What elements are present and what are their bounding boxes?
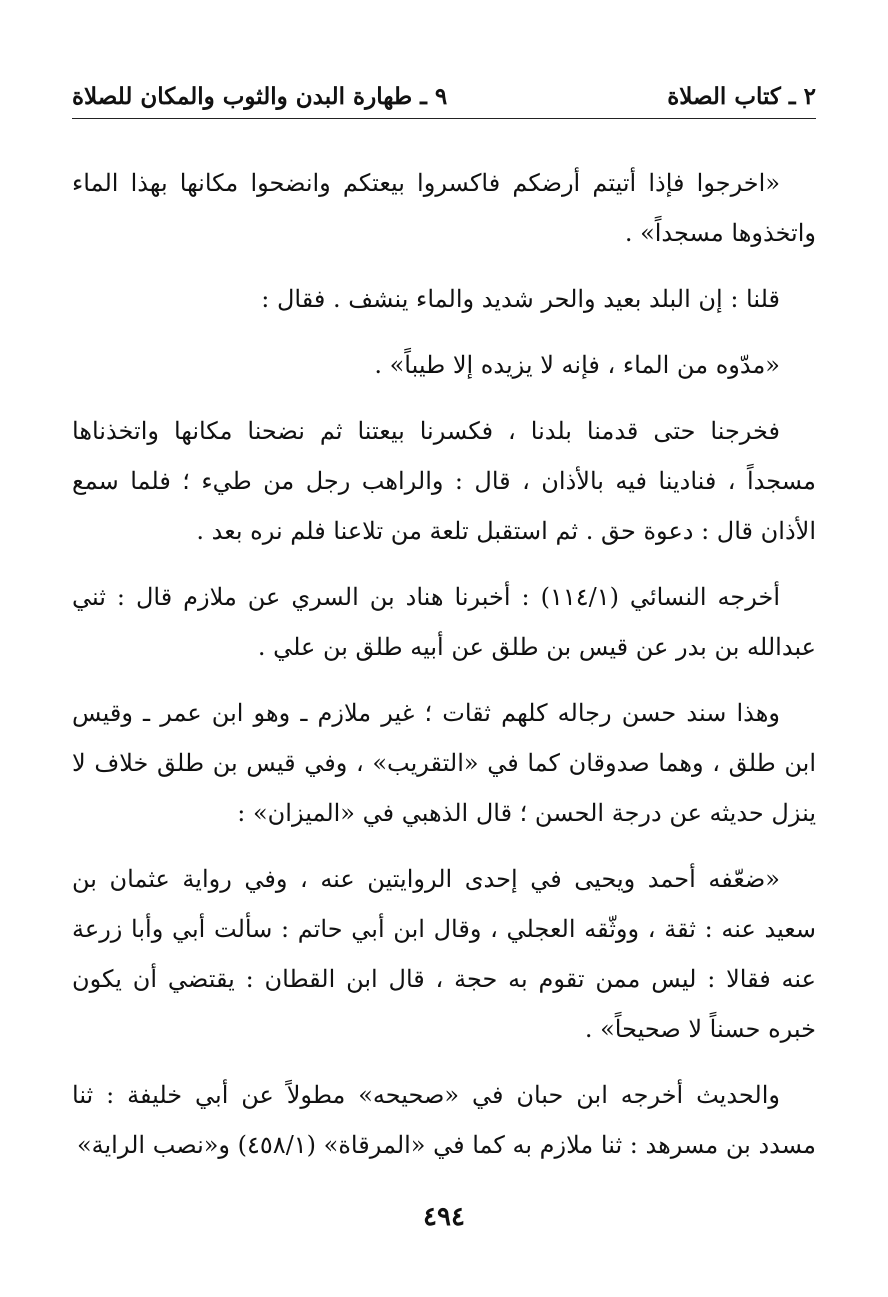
isnad-assessment-paragraph: وهذا سند حسن رجاله كلهم ثقات ؛ غير ملازم ـ وهو ابن عمر ـ وقيس ابن طلق ، وهما صدوقان كما في «التقريب» ، وفي قيس بن طلق خلاف لا ينزل حديثه عن درجة الحسن ؛ قال الذهبي في «الميزان» :: [72, 699, 816, 827]
section-title: ٩ ـ طهارة البدن والثوب والمكان للصلاة: [72, 82, 448, 110]
narration-paragraph: فخرجنا حتى قدمنا بلدنا ، فكسرنا بيعتنا ثم نضحنا مكانها واتخذناها مسجداً ، فنادينا فيه بالأذان ، قال : والراهب رجل من طيء ؛ فلما سمع الأذان قال : دعوة حق . ثم استقبل تلعة من تلاعنا فلم نره بعد .: [72, 417, 816, 545]
quote-paragraph: «اخرجوا فإذا أتيتم أرضكم فاكسروا بيعتكم وانضحوا مكانها بهذا الماء واتخذوها مسجداً» .: [72, 169, 816, 247]
page-number: ٤٩٤: [423, 1202, 465, 1232]
header-rule: [72, 118, 816, 119]
running-header: [72, 78, 816, 114]
quote-paragraph: «ضعّفه أحمد ويحيى في إحدى الروايتين عنه ، وفي رواية عثمان بن سعيد عنه : ثقة ، ووثّقه العجلي ، وقال ابن أبي حاتم : سألت أبي وأبا زرعة عنه فقالا : ليس ممن تقوم به حجة ، قال ابن القطان : يقتضي أن يكون خبره حسناً لا صحيحاً» .: [72, 865, 816, 1043]
narration-paragraph: قلنا : إن البلد بعيد والحر شديد والماء ينشف . فقال :: [261, 285, 780, 313]
takhrij-paragraph: أخرجه النسائي (١١٤/١) : أخبرنا هناد بن السري عن ملازم قال : ثني عبدالله بن بدر عن قيس بن طلق عن أبيه طلق بن علي .: [72, 583, 816, 661]
chapter-title: ٢ ـ كتاب الصلاة: [667, 82, 816, 110]
takhrij-paragraph: والحديث أخرجه ابن حبان في «صحيحه» مطولاً عن أبي خليفة : ثنا مسدد بن مسرهد : ثنا ملازم به كما في «المرقاة» (٤٥٨/١) و«نصب الراية»: [72, 1081, 816, 1159]
quote-paragraph: «مدّوه من الماء ، فإنه لا يزيده إلا طيباً» .: [374, 351, 780, 379]
body-text: [72, 158, 816, 1186]
